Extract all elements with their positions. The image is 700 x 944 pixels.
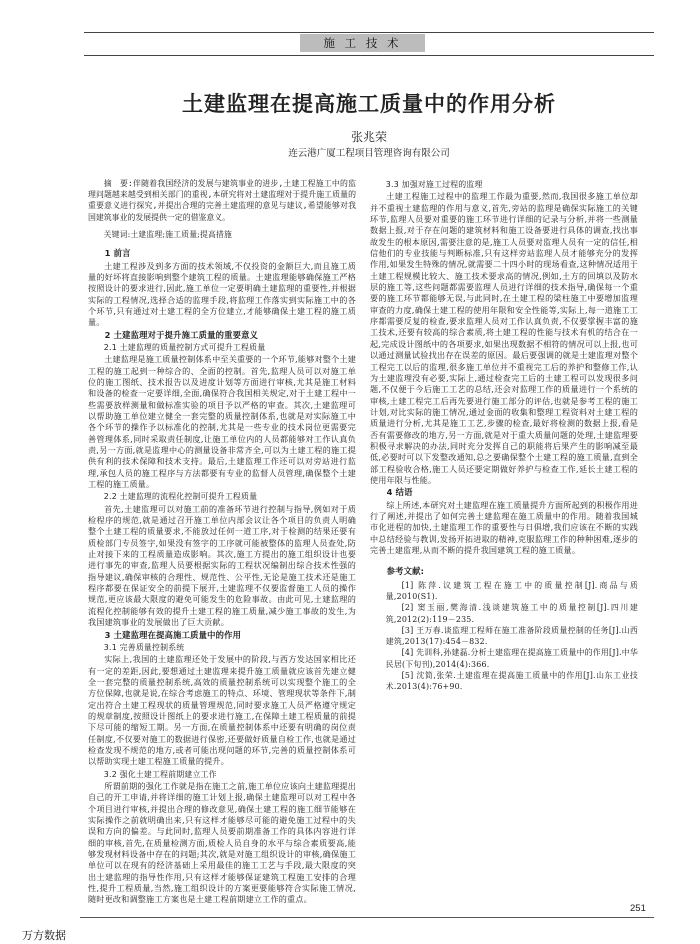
- section-3-heading: 3 土建监理在提高施工质量中的作用: [104, 629, 242, 640]
- section-1-paragraph: 土建工程涉及到多方面的技术领域,不仅投资的金额巨大,而且施工质量的好坏将直接影响到整个建筑工程的质量。土建监理能够确保施工严格按照设计的要求进行,因此,施工单位一定要明确土建监理的重要性,并根据实际的工程情况,选择合适的监理手段,将监理工作落实到实际施工中的各个环节,只有通过对土建工程的全方位建立,才能够确保土建工程的施工质量。: [88, 260, 356, 328]
- page-number: 251: [630, 903, 646, 914]
- section-3-2-paragraph: 所谓前期的强化工作就是指在施工之前,施工单位应该向土建监理提出自己的开工申请,并将详细的施工计划上报,确保土建监理可以对工程中各个项目进行审核,并提出合理的修改意见,确保土建工程的施工细节能够在实际操作之前就明确出来,只有这样才能够尽可能的避免施工过程中的失误和方向的偏差。与此同时,监理人员要前期准备工作的具体内容进行详细的审核,首先,在质量检测方面,质检人员自身的水平与综合素质要高,能够发现材料设备中存在的问题;其次,就是对施工组织设计的审核,确保施工单位可以在现有的经济基础上采用最佳的施工工艺与手段,最大限度的突出土建监理的指导性作用,只有这样才能够保证建筑工程施工安排的合理性,提升工程质量,当然,施工组织设计的方案更要能够符合实际施工情况,随时更改和调整施工方案也是土建工程前期建立工作的重点。: [88, 780, 356, 905]
- reference-item: [2] 窦玉丽,樊海清.浅谈建筑施工中的质量控制[J].四川建筑,2012(2):119－235.: [385, 603, 638, 624]
- header-rule-bottom: [84, 55, 654, 56]
- section-2-1-paragraph: 土建监理是施工质量控制体系中至关重要的一个环节,能够对整个土建工程的施工起到一种综合的、全面的控制。首先,监理人员可以对施工单位的施工图纸、技术报告以及进度计划等方面进行审核,尤其是施工材料和设备的检查一定要详细,全面,确保符合我国相关规定,对于土建工程中一些需要放样测量和做标准实验的项目予以严格的审查。其次,土建监理可以帮助施工单位建立健全一套完整的质量控制体系,也就是对实际施工中各个环节的操作予以标准化的控制,尤其是一些专业的技术岗位更需要完善管理体系,同时采取责任制度,让施工单位内的人员都能够对工作认真负责,另一方面,就是监理中心的测量设备非常齐全,可以为土建工程的施工提供有利的技术保障和技术支持。最后,土建监理工作还可以对旁站进行监理,承包人员的施工程序与方法都要有专业的监督人员管理,确保整个土建工程的施工质量。: [88, 354, 356, 490]
- section-tag: 施 工 技 术: [323, 36, 402, 50]
- section-3-3-paragraph: 土建工程施工过程中的监理工作最为重要,然而,我国很多施工单位却并不重视土建监理的作用与意义,首先,旁站的监理是确保实际施工的关键环节,监理人员要对重要的施工环节进行详细的记录与分析,并将一些测量数据上报,对于存在问题的建筑材料和施工设备要进行具体的调查,找出事故发生的根本原因,需要注意的是,施工人员要对监理人员有一定的信任,相信他们的专业技能与判断标准,只有这样旁站监理人员才能够充分的发挥作用,如果发生特殊的情况,就需要二十四小时的现场看查,这种情况适用于土建工程规模比较大、施工技术要求高的情况,例如,土方的回填以及防水层的施工等,这些问题都需要监理人员进行详细的技术指导,确保每一个重要的施工环节都能够无误,与此同时,在土建工程的梁柱施工中要增加监理审查的力度,确保土建工程的使用年限和安全性能等,实际上,每一道施工工序都需要反复的检查,要求监理人员对工作认真负责,不仅要掌握丰富的施工技术,还要有较高的综合素质,将土建工程的性能与技术有机的结合在一起,完成设计图纸中的各项要求,如果出现数据不相符的情况可以上报,也可以通过测量试验找出存在误差的原因。最后要强调的就是土建监理对整个工程完工以后的监理,很多施工单位并不重视完工后的养护和整修工作,认为土建监理没有必要,实际上,通过检查完工后的土建工程可以发现很多问题,不仅便于今后施工工艺的总结,还会对监理工作的质量进行一个系统的审核,土建工程完工后再先要进行施工部分的评估,也就是参考工程的施工计划,对比实际的施工情况,通过金面的收集和整理工程资料对土建工程的质量进行分析,尤其是施工工艺,步骤的检查,最好将检测的数据上报,看是否有需要修改的地方,另一方面,就是对于重大质量问题的处理,土建监理要积极寻求解决的办法,同时充分发挥自己的职能将后果产生的影响减至最低,必要时可以下发整改通知,总之要确保整个土建工程的施工质量,直到全部工程验收合格,施工人员还要定期做好养护与检查工作,延长土建工程的使用年限与性能。: [370, 191, 638, 485]
- right-column: [370, 178, 638, 693]
- section-2-1-heading: 2.1 土建监理的质量控制方式可提升工程质量: [103, 342, 266, 352]
- section-2-2-paragraph: 首先,土建监理可以对施工前的准备环节进行控制与指导,例如对于质检程序的规范,就是通过召开施工单位内部会议让各个项目的负责人明确整个土建工程的质量要求,不能放过任何一道工序,对于检测的结果还要有质检部门专员签字,如果没有签字的工序就可能被整体的监理人员查处,防止对接下来的工程质量造成影响。其次,施工方提出的施工组织设计也要进行事先的审查,监理人员要根据实际的工程状况编制出综合技术性强的指导建议,确保审核的合理性、规范性、公平性,无论是施工技术还是施工程序都要在保证安全的前提下展开,土建监理不仅要监督施工人员的操作规范,更应该最大限度的避免可能发生的危险事故。由此可见,土建监理的流程化控制能够有效的提升土建工程的施工质量,减少施工事故的发生,为我国建筑事业的发展做出了巨大贡献。: [88, 503, 356, 628]
- abstract: 摘 要:伴随着我国经济的发展与建筑事业的进步,土建工程施工中的监理问题越来越受到相关部门的重视,本研究将对土建监理对于提升施工质量的重要意义进行探究,并提出合理的完善土建监理的意见与建议,希望能够对我国建筑事业的发展提供一定的借鉴意义。: [88, 179, 356, 222]
- section-4-paragraph: 综上所述,本研究对土建监理在施工质量提升方面所起到的积极作用进行了阐述,并提出了如何完善土建监理在施工质量中的作用。随着我国城市化进程的加快,土建监理工作的重要性与日俱增,我们应该在不断的实践中总结经验与教训,发扬开拓进取的精神,克服监理工作的种种困难,逐步的完善土建监理,从而不断的提升我国建筑工程的施工质量。: [370, 499, 638, 555]
- references-heading: 参考文献:: [386, 566, 425, 577]
- reference-item: [4] 先训科,孙建磊.分析土建监理在提高施工质量中的作用[J].中华民居(下旬刊),2014(4):366.: [385, 648, 638, 669]
- section-3-2-heading: 3.2 强化土建工程前期建立工作: [103, 769, 217, 779]
- section-4-heading: 4 结语: [386, 487, 413, 498]
- header-rule-top: [84, 32, 654, 33]
- affiliation: 连云港广厦工程项目管理咨询有限公司: [288, 148, 450, 159]
- section-2-heading: 2 土建监理对于提升施工质量的重要意义: [104, 329, 259, 340]
- watermark: 万方数据: [22, 929, 66, 942]
- reference-item: [1] 陈萍.议建筑工程在施工中的质量控制[J].商品与质量,2010(S1).: [385, 580, 638, 601]
- footer-rule: [80, 917, 654, 918]
- section-3-1-heading: 3.1 完善质量控制系统: [103, 642, 185, 652]
- reference-item: [5] 沈简,张荣.土建监理在提高施工质量中的作用[J].山东工业技术.2013(4):76+90.: [385, 671, 638, 692]
- section-3-1-paragraph: 实际上,我国的土建监理还处于发展中的阶段,与西方发达国家相比还有一定的差距,因此,要想通过土建监理来提升施工质量就应该首先建立健全一套完整的质量控制系统,高效的质量控制系统可以实现整个施工的全方位保障,也就是说,在综合考虑施工的特点、环境、管理现状等条件下,制定出符合土建工程现状的质量管理规范,同时要求施工人员严格遵守规定的规章制度,按照设计图纸上的要求进行施工,在保障土建工程质量的前提下尽可能的缩短工期。另一方面,在质量控制体系中还要有明确的岗位责任制度,不仅要对施工的数据进行保密,还要做好质量自检工作,也就是通过检查发现不规范的地方,或者可能出现问题的环节,完善的质量控制体系可以帮助实现土建工程施工质量的提升。: [88, 654, 356, 767]
- left-column: [88, 178, 356, 906]
- section-1-heading: 1 前言: [104, 248, 131, 259]
- section-2-2-heading: 2.2 土建监理的流程化控制可提升工程质量: [103, 492, 258, 502]
- section-3-3-heading: 3.3 加强对施工过程的监理: [385, 180, 483, 189]
- keywords: 关键词:土建监理;施工质量;提高措施: [103, 229, 233, 239]
- author: 张兆荣: [350, 130, 387, 144]
- reference-item: [3] 王万春.谈监理工程师在施工准备阶段质量控制的任务[J].山西建筑,2013(17):454－832.: [385, 625, 638, 647]
- article-title: 土建监理在提高施工质量中的作用分析: [182, 92, 556, 116]
